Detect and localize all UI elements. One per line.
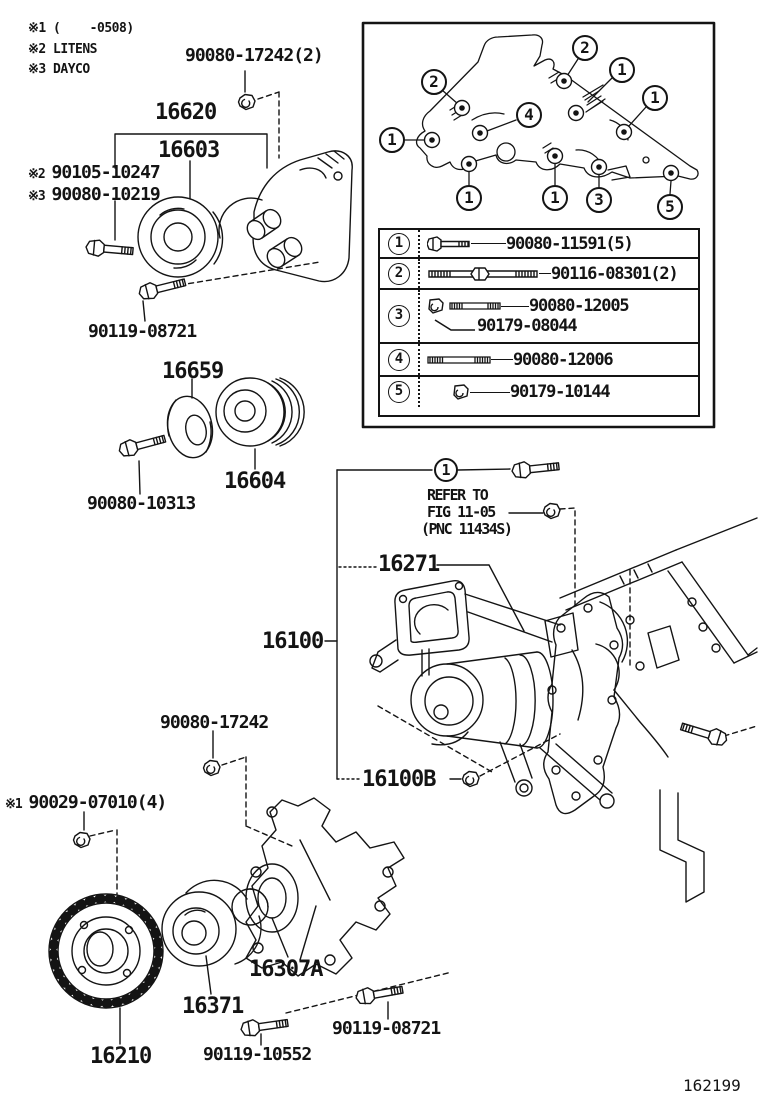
table-part-number: 90179-10144 (510, 382, 610, 402)
part-number: 90105-10247 (51, 162, 160, 183)
ref-mark-1: ※1 (5, 797, 29, 812)
inset-callout-1e: 1 (542, 185, 568, 211)
part-label-16604: 16604 (224, 469, 286, 494)
note-litens: ※2 LITENS (28, 42, 98, 57)
leader-line (501, 306, 529, 307)
table-part-number: 90080-11591(5) (506, 233, 633, 254)
inset-callout-2b: 2 (572, 35, 598, 61)
part-label-90119-10552: 90119-10552 (203, 1044, 312, 1065)
diagonal-leader (427, 319, 477, 333)
fan-coupling-16210-art (49, 894, 163, 1008)
inset-callout-1d: 1 (456, 185, 482, 211)
upper-pump-art (219, 151, 352, 282)
leader-line (491, 359, 513, 360)
inset-callout-1c: 1 (379, 127, 405, 153)
part-label-16307a: 16307A (249, 957, 323, 982)
inset-callout-1b: 1 (642, 85, 668, 111)
callout-1-refer: 1 (434, 458, 458, 482)
table-part-number: 90179-08044 (477, 316, 577, 336)
row-callout: 4 (388, 349, 410, 371)
part-label-16210: 16210 (90, 1044, 152, 1069)
timing-cover-art (560, 518, 757, 902)
row-callout: 3 (388, 305, 410, 327)
table-part-number: 90080-12005 (529, 296, 629, 316)
part-number: 90080-10219 (51, 184, 160, 205)
part-label-90080-17242-bottom: 90080-17242 (160, 712, 269, 733)
table-row (380, 259, 698, 290)
table-row (380, 230, 698, 259)
fastener-table (378, 228, 700, 417)
ref-mark-3: ※3 (28, 189, 52, 204)
pulley-16371-art (162, 880, 268, 966)
inset-callout-2a: 2 (421, 69, 447, 95)
refer-text-line1: REFER TO (427, 486, 488, 504)
stud-icon (427, 354, 491, 366)
gasket-16271-art (544, 592, 623, 813)
table-row (380, 377, 698, 407)
part-label-16271: 16271 (378, 552, 440, 577)
figure-number: 162199 (683, 1076, 741, 1095)
row-callout: 2 (388, 263, 410, 285)
note-range: ※1 ( -0508) (28, 21, 134, 36)
part-label-90029-07010 (5, 794, 166, 813)
table-row (380, 344, 698, 377)
inset-bolt-dots (425, 74, 679, 181)
tensioner-pulley-art (138, 197, 223, 277)
part-label-16659: 16659 (162, 359, 224, 384)
part-label-16100b: 16100B (362, 767, 436, 792)
part-label-90119-08721-bottom: 90119-08721 (332, 1018, 441, 1039)
inset-callout-3: 3 (586, 187, 612, 213)
part-label-90119-08721-top: 90119-08721 (88, 321, 197, 342)
part-number: 90029-07010(4) (28, 792, 167, 813)
nut-icon (427, 298, 445, 314)
part-label-16603: 16603 (158, 138, 220, 163)
inset-callout-5: 5 (657, 194, 683, 220)
table-part-number: 90116-08301(2) (551, 263, 678, 284)
table-part-number: 90080-12006 (513, 349, 613, 370)
bracket-16307a-art (246, 798, 404, 976)
inset-callout-1a: 1 (609, 57, 635, 83)
part-label-16620: 16620 (155, 100, 217, 125)
part-label-16371: 16371 (182, 994, 244, 1019)
leader-line (470, 392, 510, 393)
bolt-icon (427, 235, 471, 253)
washer-16659-art (162, 379, 218, 462)
ref-mark-2: ※2 (28, 167, 52, 182)
row-callout: 1 (388, 233, 410, 255)
stud-bolt-icon (427, 265, 539, 283)
part-label-16100: 16100 (262, 629, 324, 654)
part-label-90080-10313: 90080-10313 (87, 493, 196, 514)
inset-callout-4: 4 (516, 102, 542, 128)
refer-text-line3: (PNC 11434S) (421, 520, 512, 538)
leader-line (471, 243, 506, 244)
leader-line (539, 273, 551, 274)
note-dayco: ※3 DAYCO (28, 62, 90, 77)
part-label-90105-10247 (28, 164, 160, 183)
nut-icon (452, 384, 470, 400)
part-label-90080-10219 (28, 186, 160, 205)
part-label-90080-17242-top: 90080-17242(2) (185, 45, 323, 66)
refer-text-line2: FIG 11-05 (427, 503, 495, 521)
table-row (380, 290, 698, 344)
row-callout: 5 (388, 381, 410, 403)
stud-icon (449, 300, 501, 312)
